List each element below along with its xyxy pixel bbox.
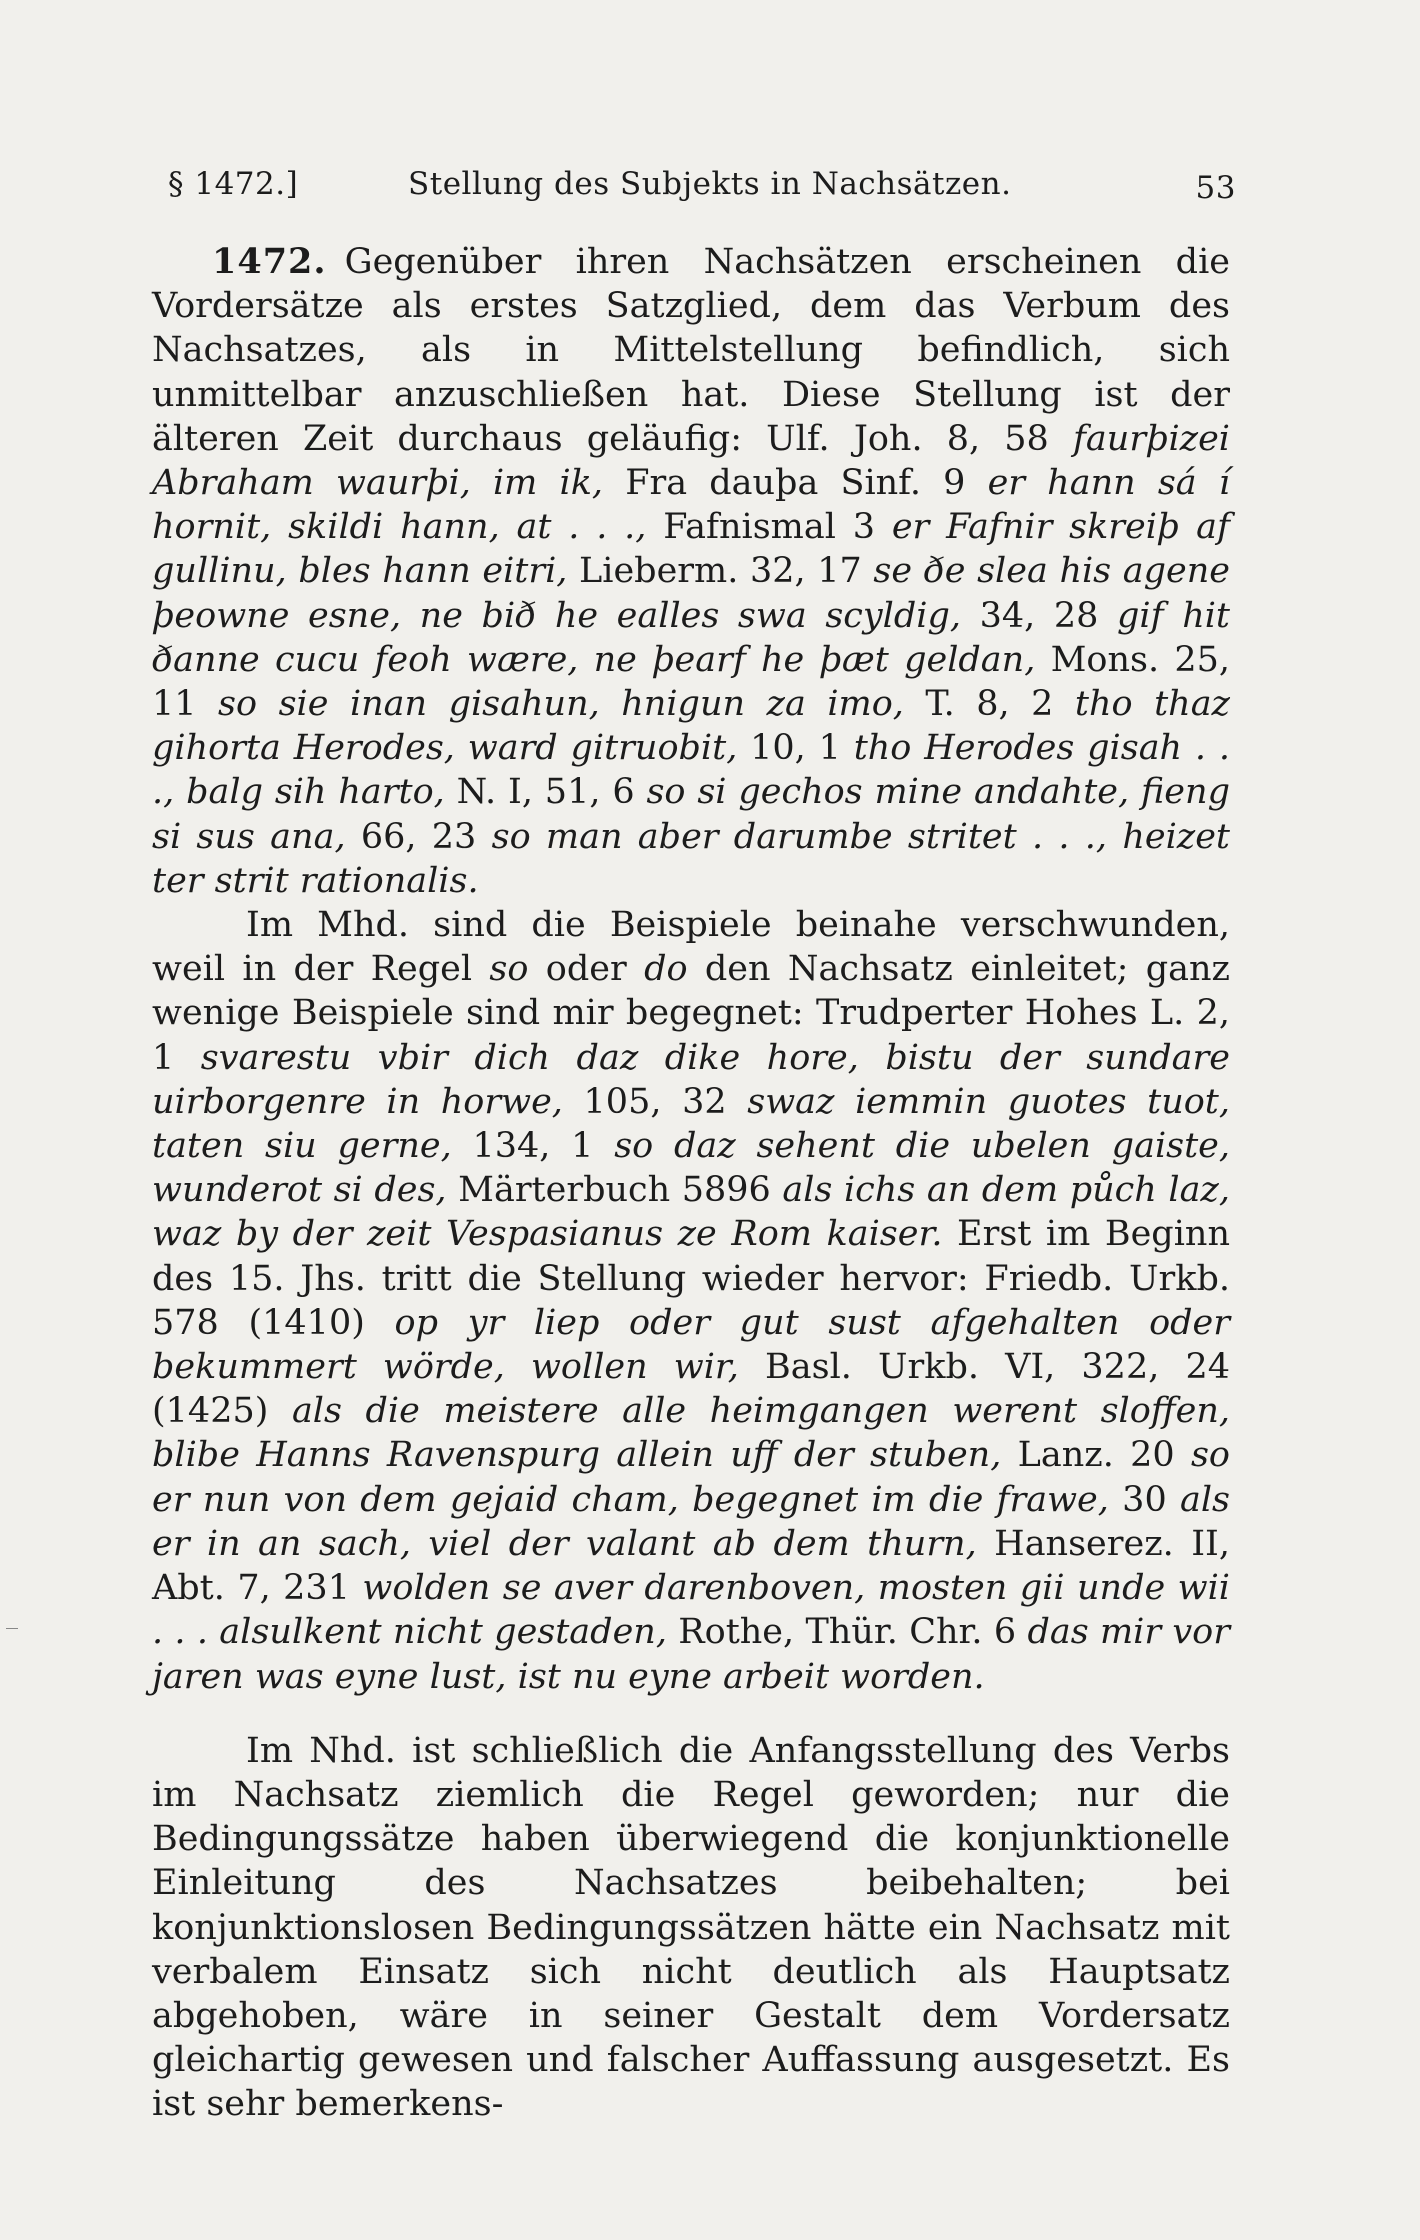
text-run: 10, 1 <box>737 728 854 769</box>
margin-mark <box>6 1628 18 1629</box>
header-section-ref: § 1472.] <box>168 166 299 202</box>
quotation: so si gechos mine andahte, fieng si sus ana, <box>152 772 1230 857</box>
header-title: Stellung des Subjekts in Nachsätzen. <box>408 166 1012 202</box>
paragraph-1 <box>152 240 1230 903</box>
quotation: so <box>489 949 529 990</box>
quotation: gif hit ðanne cucu feoh wære, ne þearf he þæt geldan, <box>152 595 1230 680</box>
text-run: Mons. 25, 11 <box>152 639 1230 725</box>
text-run: 66, 23 <box>345 816 492 857</box>
quotation: wolden se aver darenboven, mosten gii unde wii . . . alsulkent nicht gestaden, <box>152 1568 1230 1653</box>
text-run: Lieberm. 32, 17 <box>567 551 874 592</box>
text-run: 34, 28 <box>961 595 1118 636</box>
quotation: als die meistere alle heimgangen werent sloffen, blibe Hanns Ravenspurg allein uff der stuben, <box>152 1391 1230 1476</box>
quotation: tho thaz gihorta Herodes, ward gitruobit, <box>152 684 1230 769</box>
paragraph-3: Im Nhd. ist schließlich die Anfangsstellung des Verbs im Nachsatz ziemlich die Regel geworden; nur die Bedingungssätze haben überwiegend die konjunktionelle Einleitung des Nachsatzes beibehalten; bei konjunktionslosen Bedingungssätzen hätte ein Nachsatz mit verbalem Einsatz sich nicht deutlich als Hauptsatz abgehoben, wäre in seiner Gestalt dem Vordersatz gleichartig gewesen und falscher Auffassung ausgesetzt. Es ist sehr bemerkens- <box>152 1730 1230 2125</box>
quotation: do <box>644 949 688 990</box>
quotation: als ichs an dem půch laz, waz by der zeit Vespasianus ze Rom kaiser. <box>152 1170 1230 1255</box>
text-run: Fra dauþa Sinf. 9 <box>603 463 988 504</box>
page-number: 53 <box>1195 170 1236 206</box>
section-number: 1472. <box>212 241 327 282</box>
text-run: Im Mhd. sind die Beispiele beinahe verschwunden, weil in der Regel <box>152 905 1230 990</box>
text-run: 134, 1 <box>451 1126 615 1167</box>
text-run: 30 <box>1108 1479 1180 1520</box>
text-run: Basl. Urkb. VI, 322, 24 (1425) <box>152 1347 1230 1432</box>
text-run: T. 8, 2 <box>903 684 1075 725</box>
text-run: Märterbuch 5896 <box>446 1170 783 1211</box>
paragraph-2 <box>152 903 1230 1699</box>
quotation: so daz sehent die ubelen gaiste, wunderot si des, <box>152 1126 1231 1211</box>
text-run: den Nachsatz einleitet; ganz wenige Beispiele sind mir begegnet: Trudperter Hohes L. 2, 1 <box>152 949 1230 1078</box>
quotation: faurþizei Abraham waurþi, im ik, <box>152 418 1230 504</box>
text-run: Lanz. 20 <box>1001 1435 1191 1476</box>
quotation: er hann sá í hornit, skildi hann, at . . ., <box>152 463 1230 548</box>
quotation: das mir vor jaren was eyne lust, ist nu eyne arbeit worden. <box>152 1612 1230 1697</box>
running-header <box>160 158 1240 208</box>
text-run: N. I, 51, 6 <box>444 772 647 813</box>
text-run: oder <box>528 949 645 990</box>
text-run: Hanserez. II, Abt. 7, 231 <box>152 1523 1230 1609</box>
quotation: so man aber darumbe stritet . . ., heizet ter strit rationalis. <box>152 816 1230 901</box>
quotation: swaz iemmin guotes tuot, taten siu gerne, <box>152 1081 1230 1167</box>
quotation: so er nun von dem gejaid cham, begegnet im die frawe, <box>152 1435 1230 1520</box>
text-run: Erst im Beginn des 15. Jhs. tritt die Stellung wieder hervor: Friedb. Urkb. 578 (1410) <box>152 1214 1230 1343</box>
page-body <box>152 240 1230 2127</box>
quotation: op yr liep oder gut sust afgehalten oder bekummert wörde, wollen wir, <box>152 1302 1231 1388</box>
quotation: tho Herodes gisah . . ., balg sih harto, <box>152 728 1230 813</box>
quotation: so sie inan gisahun, hnigun za imo, <box>218 684 904 725</box>
text-run: Fafnismal 3 <box>646 507 892 548</box>
quotation: er Fafnir skreiþ af gullinu, bles hann eitri, <box>152 507 1230 592</box>
quotation: als er in an sach, viel der valant ab dem thurn, <box>152 1479 1231 1564</box>
text-run: Gegenüber ihren Nachsätzen erscheinen die Vordersätze als erstes Satzglied, dem das Verbum des Nachsatzes, als in Mittelstellung befindlich, sich unmittelbar anzuschließen hat. Diese Stellung ist der älteren Zeit durchaus geläufig: Ulf. Joh. 8, 58 <box>152 242 1230 459</box>
text-run: 105, 32 <box>562 1081 748 1122</box>
quotation: svarestu vbir dich daz dike hore, bistu der sundare uirborgenre in horwe, <box>152 1037 1230 1122</box>
quotation: se ðe slea his agene þeowne esne, ne bið he ealles swa scyldig, <box>152 551 1230 636</box>
text-run: Rothe, Thür. Chr. 6 <box>666 1612 1028 1653</box>
